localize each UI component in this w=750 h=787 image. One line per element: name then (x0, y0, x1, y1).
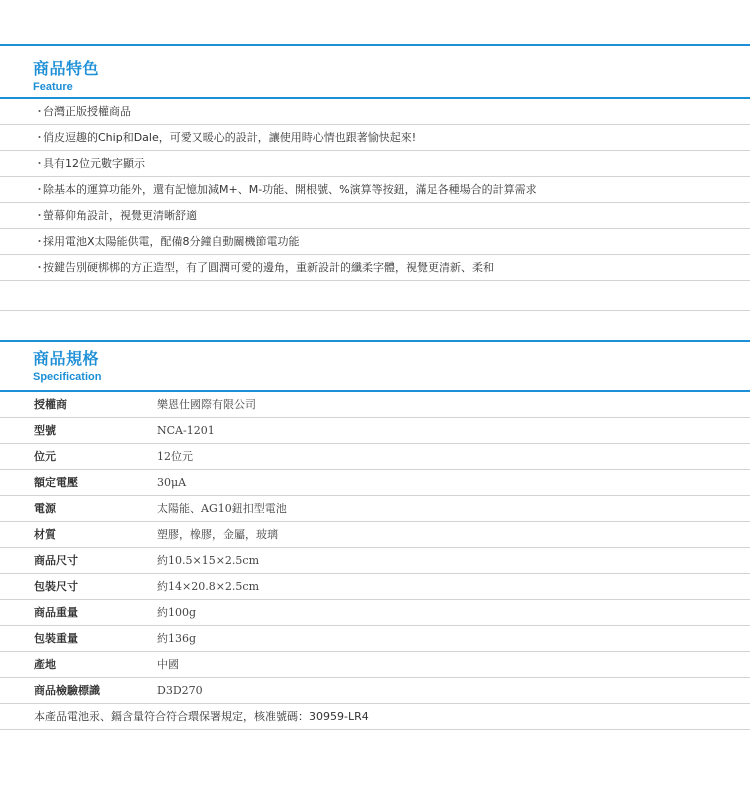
spec-row (0, 496, 750, 522)
bullet-dot: ・ (34, 131, 45, 144)
spec-value: 樂恩仕國際有限公司 (157, 398, 256, 411)
spec-row (0, 626, 750, 652)
bullet-dot: ・ (34, 183, 45, 196)
bullet-dot: ・ (34, 235, 45, 248)
spec-row (0, 444, 750, 470)
spec-value: 約100g (157, 606, 197, 619)
feature-item-text: 俏皮逗趣的Chip和Dale，可愛又暖心的設計，讓使用時心情也跟著愉快起來! (43, 131, 417, 144)
spec-row (0, 522, 750, 548)
feature-empty-row (0, 281, 750, 311)
spec-label: 商品檢驗標識 (34, 684, 100, 697)
spec-label: 包裝尺寸 (34, 580, 78, 593)
spec-label: 材質 (34, 528, 56, 541)
spec-row (0, 574, 750, 600)
spec-heading (33, 350, 101, 384)
spec-label: 電源 (34, 502, 56, 515)
spec-row (0, 548, 750, 574)
spec-row (0, 600, 750, 626)
spec-title-zh: 商品規格 (33, 349, 100, 368)
spec-top-rule (0, 340, 750, 342)
spec-label: 型號 (34, 424, 56, 437)
spec-value: 塑膠，橡膠，金屬，玻璃 (157, 528, 278, 541)
feature-item (0, 203, 750, 229)
spec-value: 約136g (157, 632, 197, 645)
spec-label: 額定電壓 (34, 476, 78, 489)
feature-item (0, 229, 750, 255)
feature-item-text: 螢幕仰角設計，視覺更清晰舒適 (43, 209, 197, 222)
feature-top-rule (0, 44, 750, 46)
feature-title-zh: 商品特色 (33, 59, 100, 78)
spec-value: 太陽能、AG10鈕扣型電池 (157, 502, 287, 515)
spec-label: 位元 (34, 450, 56, 463)
spec-value: 中國 (157, 658, 179, 671)
spec-label: 商品重量 (34, 606, 78, 619)
feature-item-text: 台灣正版授權商品 (43, 105, 131, 118)
feature-item (0, 99, 750, 125)
spec-value: 約10.5×15×2.5cm (157, 554, 260, 567)
spec-row (0, 678, 750, 704)
spec-value: 30μA (157, 476, 187, 489)
feature-heading (33, 60, 99, 94)
feature-item (0, 151, 750, 177)
bullet-dot: ・ (34, 105, 45, 118)
spec-label: 產地 (34, 658, 56, 671)
feature-item-text: 具有12位元數字顯示 (43, 157, 145, 170)
feature-title-en: Feature (33, 81, 73, 93)
feature-item-text: 除基本的運算功能外，還有記憶加減M+、M-功能、開根號、%演算等按鈕，滿足各種場合的計算需求 (43, 183, 537, 196)
spec-row (0, 652, 750, 678)
feature-item (0, 177, 750, 203)
feature-item-text: 按鍵告別硬梆梆的方正造型，有了圓潤可愛的邊角，重新設計的纖柔字體，視覺更清新、柔和 (43, 261, 494, 274)
spec-section (0, 340, 750, 735)
spec-label: 包裝重量 (34, 632, 78, 645)
spec-row (0, 470, 750, 496)
spec-value: D3D270 (157, 684, 203, 697)
spec-label: 授權商 (34, 398, 67, 411)
spec-value: 約14×20.8×2.5cm (157, 580, 260, 593)
spec-row (0, 392, 750, 418)
feature-item-text: 採用電池X太陽能供電，配備8分鐘自動關機節電功能 (43, 235, 300, 248)
feature-item (0, 255, 750, 281)
bullet-dot: ・ (34, 157, 45, 170)
spec-footnote-row (0, 704, 750, 730)
spec-value: NCA-1201 (157, 424, 215, 437)
spec-label: 商品尺寸 (34, 554, 78, 567)
feature-item (0, 125, 750, 151)
spec-title-en: Specification (33, 371, 102, 383)
spec-row (0, 418, 750, 444)
spec-footnote: 本產品電池汞、鎘含量符合符合環保署規定，核准號碼：30959-LR4 (34, 710, 369, 723)
spec-value: 12位元 (157, 450, 193, 463)
bullet-dot: ・ (34, 261, 45, 274)
bullet-dot: ・ (34, 209, 45, 222)
feature-section (0, 44, 750, 314)
